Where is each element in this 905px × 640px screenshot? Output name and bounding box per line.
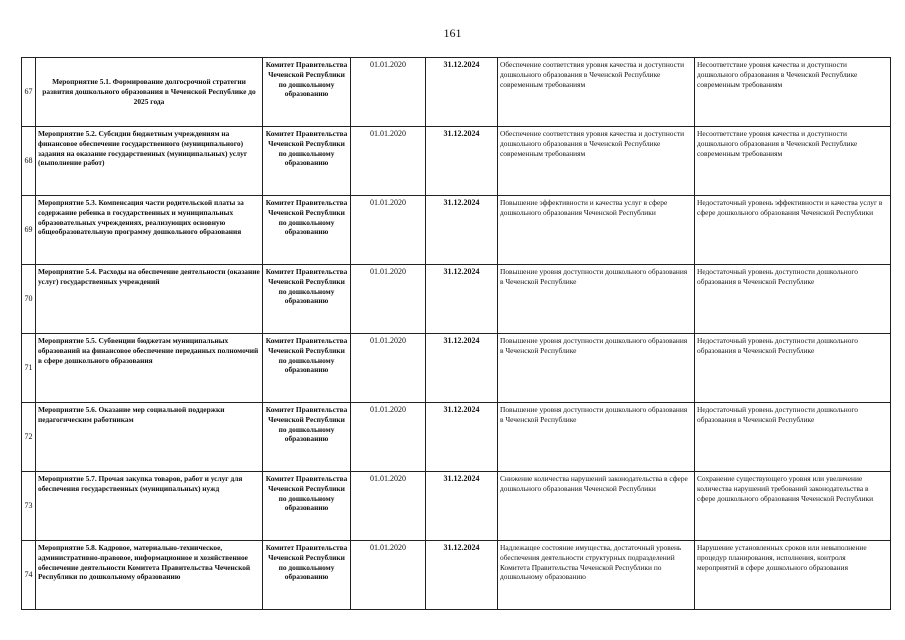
start-date-cell: 01.01.2020 <box>351 472 426 541</box>
start-date-cell: 01.01.2020 <box>351 403 426 472</box>
event-cell: Мероприятие 5.8. Кадровое, материально-техническое, административно-правовое, информационное и хозяйственное обеспечение деятельности Комитета Правительства Чеченской Республики по дошкольному образованию <box>36 541 263 610</box>
event-cell: Мероприятие 5.4. Расходы на обеспечение деятельности (оказание услуг) государственных учреждений <box>36 265 263 334</box>
row-number: 69 <box>22 196 36 265</box>
consequence-cell: Несоответствие уровня качества и доступности дошкольного образования в Чеченской Республике современным требованиям <box>695 127 891 196</box>
start-date-cell: 01.01.2020 <box>351 541 426 610</box>
table-row <box>22 196 891 265</box>
end-date-cell: 31.12.2024 <box>426 334 498 403</box>
event-cell: Мероприятие 5.3. Компенсация части родительской платы за содержание ребенка в государственных и муниципальных образовательных учреждениях, реализующих основную общеобразовательную программу дошкольного образования <box>36 196 263 265</box>
executor-cell: Комитет Правительства Чеченской Республики по дошкольному образованию <box>263 265 351 334</box>
result-cell: Повышение уровня доступности дошкольного образования в Чеченской Республике <box>498 265 695 334</box>
event-cell: Мероприятие 5.7. Прочая закупка товаров, работ и услуг для обеспечения государственных (муниципальных) нужд <box>36 472 263 541</box>
result-cell: Надлежащее состояние имущества, достаточный уровень обеспечения деятельности структурных подразделений Комитета Правительства Чеченской Республики по дошкольному образованию <box>498 541 695 610</box>
consequence-cell: Недостаточный уровень доступности дошкольного образования в Чеченской Республике <box>695 403 891 472</box>
event-cell: Мероприятие 5.1. Формирование долгосрочной стратегии развития дошкольного образования в Чеченской Республике до 2025 года <box>36 58 263 127</box>
table-row <box>22 472 891 541</box>
event-cell: Мероприятие 5.2. Субсидии бюджетным учреждениям на финансовое обеспечение государственного (муниципального) задания на оказание государственных (муниципальных) услуг (выполнение работ) <box>36 127 263 196</box>
end-date-cell: 31.12.2024 <box>426 541 498 610</box>
executor-cell: Комитет Правительства Чеченской Республики по дошкольному образованию <box>263 127 351 196</box>
start-date-cell: 01.01.2020 <box>351 127 426 196</box>
result-cell: Повышение уровня доступности дошкольного образования в Чеченской Республике <box>498 334 695 403</box>
start-date-cell: 01.01.2020 <box>351 58 426 127</box>
end-date-cell: 31.12.2024 <box>426 196 498 265</box>
row-number: 67 <box>22 58 36 127</box>
start-date-cell: 01.01.2020 <box>351 196 426 265</box>
table-row <box>22 58 891 127</box>
program-activities-table <box>21 57 891 610</box>
table-row <box>22 265 891 334</box>
row-number: 73 <box>22 472 36 541</box>
start-date-cell: 01.01.2020 <box>351 334 426 403</box>
result-cell: Повышение эффективности и качества услуг в сфере дошкольного образования Чеченской Республики <box>498 196 695 265</box>
row-number: 70 <box>22 265 36 334</box>
start-date-cell: 01.01.2020 <box>351 265 426 334</box>
consequence-cell: Недостаточный уровень доступности дошкольного образования в Чеченской Республике <box>695 334 891 403</box>
executor-cell: Комитет Правительства Чеченской Республики по дошкольному образованию <box>263 58 351 127</box>
result-cell: Обеспечение соответствия уровня качества и доступности дошкольного образования в Чеченской Республике современным требованиям <box>498 127 695 196</box>
table-row <box>22 541 891 610</box>
page-number: 161 <box>443 26 462 40</box>
table-row <box>22 403 891 472</box>
row-number: 74 <box>22 541 36 610</box>
executor-cell: Комитет Правительства Чеченской Республики по дошкольному образованию <box>263 403 351 472</box>
consequence-cell: Нарушение установленных сроков или невыполнение процедур планирования, исполнения, контроля мероприятий в сфере дошкольного образования <box>695 541 891 610</box>
consequence-cell: Недостаточный уровень доступности дошкольного образования в Чеченской Республике <box>695 265 891 334</box>
table-row <box>22 127 891 196</box>
event-cell: Мероприятие 5.5. Субвенции бюджетам муниципальных образований на финансовое обеспечение переданных полномочий в сфере дошкольного образования <box>36 334 263 403</box>
end-date-cell: 31.12.2024 <box>426 127 498 196</box>
end-date-cell: 31.12.2024 <box>426 472 498 541</box>
end-date-cell: 31.12.2024 <box>426 265 498 334</box>
table-row <box>22 334 891 403</box>
executor-cell: Комитет Правительства Чеченской Республики по дошкольному образованию <box>263 472 351 541</box>
executor-cell: Комитет Правительства Чеченской Республики по дошкольному образованию <box>263 196 351 265</box>
end-date-cell: 31.12.2024 <box>426 58 498 127</box>
result-cell: Снижение количества нарушений законодательства в сфере дошкольного образования Чеченской Республики <box>498 472 695 541</box>
executor-cell: Комитет Правительства Чеченской Республики по дошкольному образованию <box>263 334 351 403</box>
result-cell: Повышение уровня доступности дошкольного образования в Чеченской Республике <box>498 403 695 472</box>
row-number: 72 <box>22 403 36 472</box>
event-cell: Мероприятие 5.6. Оказание мер социальной поддержки педагогическим работникам <box>36 403 263 472</box>
result-cell: Обеспечение соответствия уровня качества и доступности дошкольного образования в Чеченской Республике современным требованиям <box>498 58 695 127</box>
executor-cell: Комитет Правительства Чеченской Республики по дошкольному образованию <box>263 541 351 610</box>
consequence-cell: Недостаточный уровень эффективности и качества услуг в сфере дошкольного образования Чеченской Республики <box>695 196 891 265</box>
row-number: 71 <box>22 334 36 403</box>
consequence-cell: Несоответствие уровня качества и доступности дошкольного образования в Чеченской Республике современным требованиям <box>695 58 891 127</box>
end-date-cell: 31.12.2024 <box>426 403 498 472</box>
row-number: 68 <box>22 127 36 196</box>
consequence-cell: Сохранение существующего уровня или увеличение количества нарушений требований законодательства в сфере дошкольного образования Чеченской Республики <box>695 472 891 541</box>
